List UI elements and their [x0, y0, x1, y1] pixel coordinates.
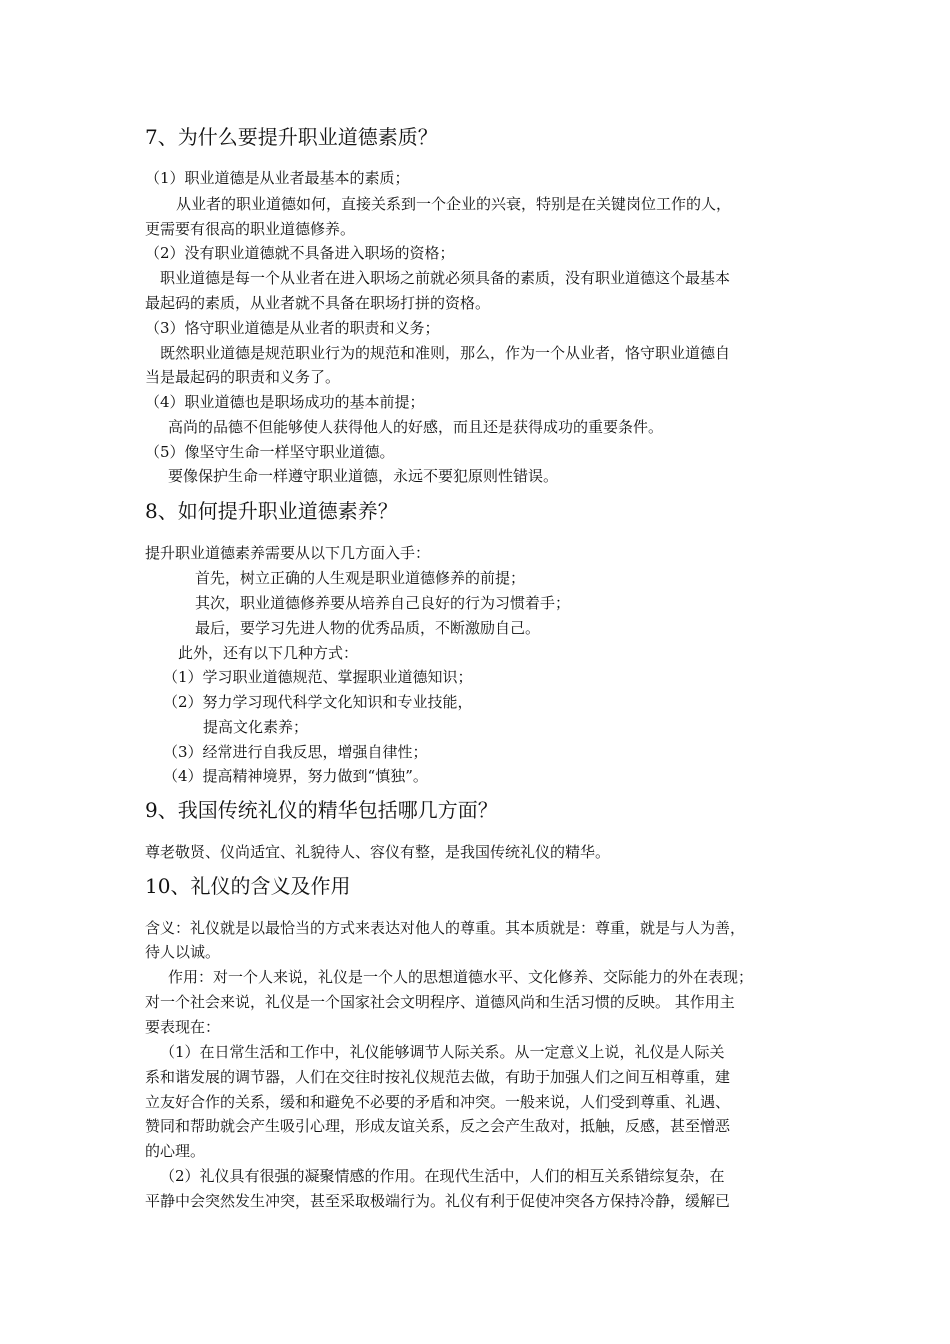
text-line: 平静中会突然发生冲突，甚至采取极端行为。礼仪有利于促使冲突各方保持冷静，缓解已	[145, 1192, 731, 1210]
text-line: （1）职业道德是从业者最基本的素质；	[145, 169, 410, 187]
section-heading: 7、为什么要提升职业道德素质？	[145, 125, 438, 149]
section-heading: 9、我国传统礼仪的精华包括哪几方面？	[145, 798, 498, 822]
text-line: （3）经常进行自我反思，增强自律性；	[163, 743, 428, 761]
text-line: 待人以诚。	[145, 943, 221, 961]
text-line: 的心理。	[145, 1142, 206, 1160]
text-line: （2）努力学习现代科学文化知识和专业技能，	[163, 693, 473, 711]
text-line: 含义：礼仪就是以最恰当的方式来表达对他人的尊重。其本质就是：尊重，就是与人为善，	[145, 919, 746, 937]
text-line: 立友好合作的关系，缓和和避免不必要的矛盾和冲突。一般来说，人们受到尊重、礼遇、	[145, 1093, 731, 1111]
text-line: （5）像坚守生命一样坚守职业道德。	[145, 443, 395, 461]
text-line: 对一个社会来说，礼仪是一个国家社会文明程序、道德风尚和生活习惯的反映。 其作用主	[145, 993, 735, 1011]
section-heading: 10、礼仪的含义及作用	[145, 874, 351, 898]
text-line: 提升职业道德素养需要从以下几方面入手：	[145, 544, 431, 562]
text-line: 当是最起码的职责和义务了。	[145, 368, 341, 386]
text-line: 首先，树立正确的人生观是职业道德修养的前提；	[195, 569, 526, 587]
text-line: 高尚的品德不但能够使人获得他人的好感，而且还是获得成功的重要条件。	[168, 418, 664, 436]
text-line: 此外，还有以下几种方式：	[178, 644, 359, 662]
text-line: 最起码的素质，从业者就不具备在职场打拼的资格。	[145, 294, 491, 312]
text-line: 系和谐发展的调节器，人们在交往时按礼仪规范去做，有助于加强人们之间互相尊重，建	[145, 1068, 731, 1086]
text-line: 从业者的职业道德如何，直接关系到一个企业的兴衰，特别是在关键岗位工作的人，	[176, 195, 732, 213]
text-line: 尊老敬贤、仪尚适宜、礼貌待人、容仪有整，是我国传统礼仪的精华。	[145, 843, 611, 861]
text-line: （1）在日常生活和工作中，礼仪能够调节人际关系。从一定意义上说，礼仪是人际关	[160, 1043, 725, 1061]
text-line: 提高文化素养；	[203, 718, 309, 736]
text-line: 要表现在：	[145, 1018, 221, 1036]
text-line: 其次，职业道德修养要从培养自己良好的行为习惯着手；	[195, 594, 571, 612]
text-line: 既然职业道德是规范职业行为的规范和准则，那么，作为一个从业者，恪守职业道德自	[160, 344, 731, 362]
text-line: 职业道德是每一个从业者在进入职场之前就必须具备的素质，没有职业道德这个最基本	[160, 269, 731, 287]
text-line: （4）职业道德也是职场成功的基本前提；	[145, 393, 425, 411]
text-line: 最后，要学习先进人物的优秀品质，不断激励自己。	[195, 619, 541, 637]
section-heading: 8、如何提升职业道德素养？	[145, 499, 398, 523]
text-line: （2）没有职业道德就不具备进入职场的资格；	[145, 244, 455, 262]
text-line: （1）学习职业道德规范、掌握职业道德知识；	[163, 668, 473, 686]
text-line: （4）提高精神境界，努力做到“慎独”。	[163, 767, 428, 785]
text-line: （3）恪守职业道德是从业者的职责和义务；	[145, 319, 440, 337]
text-line: （2）礼仪具有很强的凝聚情感的作用。在现代生活中，人们的相互关系错综复杂，在	[160, 1167, 725, 1185]
text-line: 更需要有很高的职业道德修养。	[145, 220, 356, 238]
text-line: 作用：对一个人来说，礼仪是一个人的思想道德水平、文化修养、交际能力的外在表现；	[168, 968, 754, 986]
text-line: 要像保护生命一样遵守职业道德，永远不要犯原则性错误。	[168, 467, 559, 485]
text-line: 赞同和帮助就会产生吸引心理，形成友谊关系，反之会产生敌对，抵触，反感，甚至憎恶	[145, 1117, 731, 1135]
